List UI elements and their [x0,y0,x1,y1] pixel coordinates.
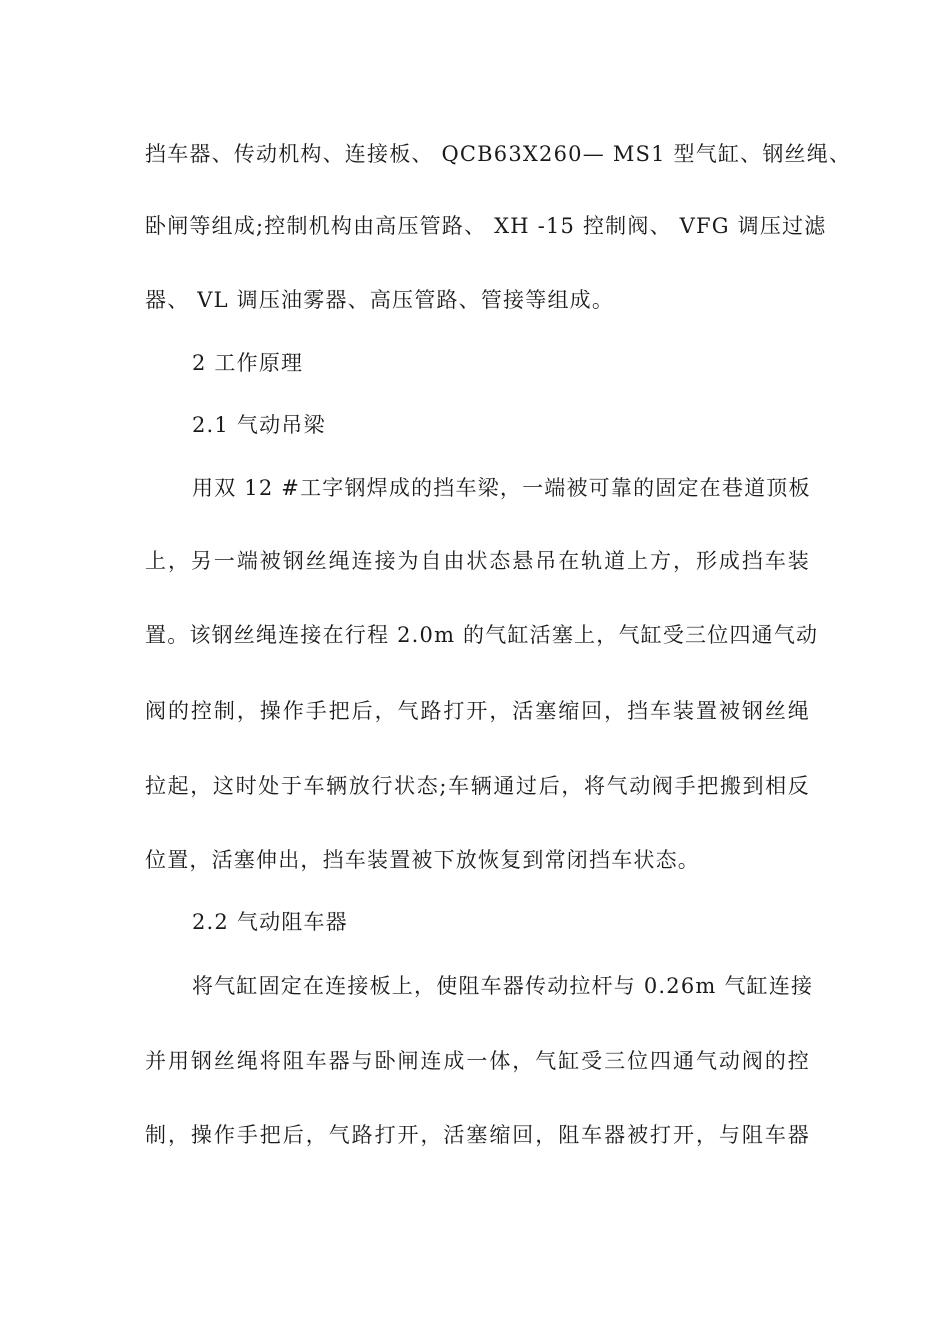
body-text-line: 挡车器、传动机构、连接板、 QCB63X260— MS1 型气缸、钢丝绳、 [145,142,852,166]
body-text-line: 并用钢丝绳将阻车器与卧闸连成一体，气缸受三位四通气动阀的控 [145,1049,810,1073]
body-text-line: 阀的控制，操作手把后，气路打开，活塞缩回，挡车装置被钢丝绳 [145,699,810,723]
subsection-heading: 2.2 气动阻车器 [192,910,348,934]
body-text-line: 器、 VL 调压油雾器、高压管路、管接等组成。 [145,288,615,312]
body-text-line: 卧闸等组成;控制机构由高压管路、 XH -15 控制阀、 VFG 调压过滤 [145,214,827,238]
body-text-line: 位置，活塞伸出，挡车装置被下放恢复到常闭挡车状态。 [145,848,700,872]
body-text-line: 上，另一端被钢丝绳连接为自由状态悬吊在轨道上方，形成挡车装 [145,549,810,573]
body-text-line: 置。该钢丝绳连接在行程 2.0m 的气缸活塞上，气缸受三位四通气动 [145,623,819,647]
body-text-line: 拉起，这时处于车辆放行状态;车辆通过后，将气动阀手把搬到相反 [145,774,810,798]
section-heading: 2 工作原理 [192,351,304,375]
body-text-line: 制，操作手把后，气路打开，活塞缩回，阻车器被打开，与阻车器 [145,1123,810,1147]
subsection-heading: 2.1 气动吊梁 [192,413,326,437]
body-text-line: 将气缸固定在连接板上，使阻车器传动拉杆与 0.26m 气缸连接 [192,974,814,998]
body-text-line: 用双 12 #工字钢焊成的挡车梁，一端被可靠的固定在巷道顶板 [192,476,811,500]
